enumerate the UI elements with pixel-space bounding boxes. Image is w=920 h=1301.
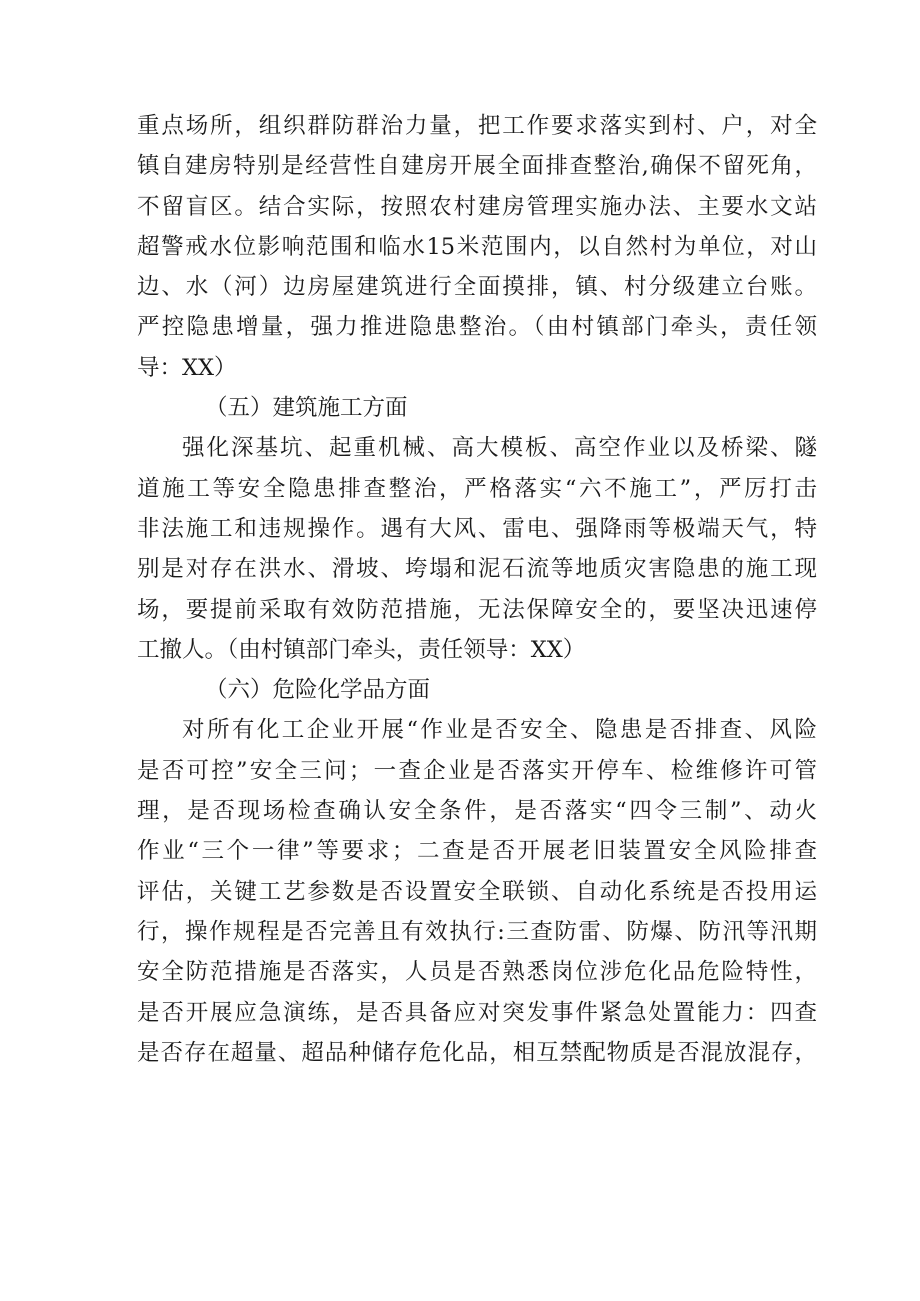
paragraph-construction (137, 428, 817, 670)
document-body (137, 106, 817, 1073)
text-line: 强化深基坑、起重机械、高大模板、高空作业以及桥梁、隧 (182, 435, 817, 462)
text-line: 工撤人。（由村镇部门牵头，责任领导：XX） (137, 636, 586, 663)
text-line: 评估，关键工艺参数是否设置安全联锁、自动化系统是否投用运 (137, 878, 817, 905)
text-line: 场，要提前采取有效防范措施，无法保障安全的，要坚决迅速停 (137, 596, 817, 623)
section-heading-hazardous-chemicals: （六）危险化学品方面 (205, 677, 431, 704)
section-heading-construction: （五）建筑施工方面 (205, 395, 408, 422)
text-line: 重点场所，组织群防群治力量，把工作要求落实到村、户，对全 (137, 113, 817, 139)
text-line: 理，是否现场检查确认安全条件，是否落实“四令三制”、动火 (137, 798, 817, 825)
text-line: 超警戒水位影响范围和临水15米范围内，以自然村为单位，对山 (137, 233, 817, 260)
text-line: 导：XX） (137, 354, 237, 381)
paragraph-self-built-housing (137, 106, 817, 388)
text-line: 边、水（河）边房屋建筑进行全面摸排，镇、村分级建立台账。 (137, 274, 817, 301)
text-line: 别是对存在洪水、滑坡、垮塌和泥石流等地质灾害隐患的施工现 (137, 556, 817, 583)
text-line: 对所有化工企业开展“作业是否安全、隐患是否排查、风险 (182, 717, 817, 744)
paragraph-hazardous-chemicals (137, 710, 817, 1073)
text-line: 道施工等安全隐患排查整治，严格落实“六不施工”，严厉打击 (137, 475, 817, 502)
text-line: 作业“三个一律”等要求；二查是否开展老旧装置安全风险排查 (137, 838, 817, 865)
text-line: 镇自建房特别是经营性自建房开展全面排查整治,确保不留死角， (137, 153, 817, 180)
text-line: 行，操作规程是否完善且有效执行:三查防雷、防爆、防汛等汛期 (137, 918, 817, 945)
text-line: 严控隐患增量，强力推进隐患整治。（由村镇部门牵头，责任领 (137, 314, 817, 341)
text-line: 是否开展应急演练，是否具备应对突发事件紧急处置能力：四查 (137, 999, 817, 1026)
text-line: 非法施工和违规操作。遇有大风、雷电、强降雨等极端天气，特 (137, 515, 817, 542)
text-line: 不留盲区。结合实际，按照农村建房管理实施办法、主要水文站 (137, 193, 817, 220)
text-line: 是否可控”安全三问；一查企业是否落实开停车、检维修许可管 (137, 757, 817, 784)
text-line: 安全防范措施是否落实，人员是否熟悉岗位涉危化品危险特性， (137, 959, 817, 986)
text-line: 是否存在超量、超品种储存危化品，相互禁配物质是否混放混存， (137, 1039, 817, 1066)
